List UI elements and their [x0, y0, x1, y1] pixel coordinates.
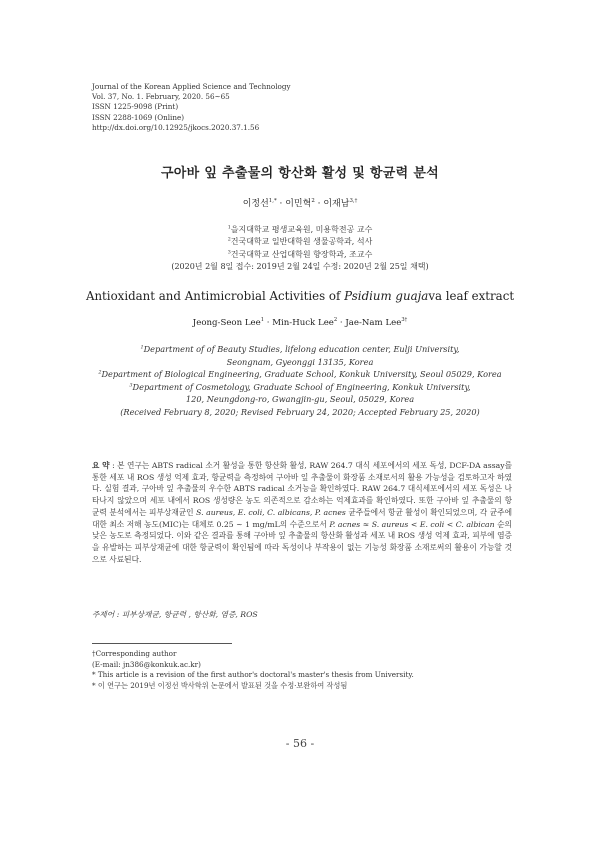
abstract-species: C. albican	[455, 519, 495, 529]
abstract-species: P. acnes	[329, 519, 361, 529]
title-en-species: Psidium guaja	[344, 289, 429, 303]
journal-name: Journal of the Korean Applied Science and Technology	[92, 82, 291, 91]
footnote-divider	[92, 643, 232, 644]
author-en-1-sup: 1	[260, 317, 265, 324]
abstract-label: 요 약	[92, 461, 110, 470]
title-english	[0, 289, 600, 303]
affiliation-text: 120, Neungdong-ro, Gwangjin-gu, Seoul, 05029, Korea	[185, 394, 415, 405]
affiliations-english	[0, 343, 600, 419]
affiliation-text: Seongnam, Gyeonggi 13135, Korea	[226, 356, 374, 367]
affiliation-sup: 3	[129, 382, 133, 389]
page-number: - 56 -	[285, 737, 315, 750]
abstract-species: E. coli	[419, 519, 445, 529]
abstract-text: <	[408, 519, 420, 529]
abstract-species: S. aureus	[371, 519, 409, 529]
affiliation-ko-3	[0, 249, 600, 261]
journal-header	[92, 82, 291, 133]
affiliation-ko-1	[0, 224, 600, 236]
author-email[interactable]: (E-mail: jn386@konkuk.ac.kr)	[92, 659, 201, 669]
affiliation-text: Department of Biological Engineering, Graduate School, Konkuk University, Seoul 05029, Korea	[101, 369, 502, 380]
author-separator: ·	[264, 318, 273, 328]
abstract-text: 순의 낮은 농도로 측정되었다. 이와 같은 결과를 통해 구아바 잎 추출물의 항산화 활성과 세포 내 ROS 생성 억제 효과, 피부에 염증을 유발하는 피부상재균에 대한 항균력이 확인됨에 따라 독성이나 부작용이 없는 기능성 화장품 소재로써의 활용이 가능할 것으로 사료된다.	[92, 519, 512, 564]
doi-link[interactable]: http://dx.doi.org/10.12925/jkocs.2020.37.1.56	[92, 122, 260, 132]
abstract-species: S. aureus, E. coli, C. albicans, P. acnes	[196, 507, 346, 517]
author-ko-3-sup: 3,†	[349, 198, 358, 204]
authors-english	[0, 318, 600, 328]
author-en-3: Jae-Nam Lee	[345, 318, 402, 328]
title-korean: 구아바 잎 추출물의 항산화 활성 및 항균력 분석	[160, 166, 440, 181]
affiliation-text: 건국대학교 일반대학원 생물공학과, 석사	[230, 237, 373, 247]
affiliation-sup: 2	[98, 369, 102, 376]
affiliation-en-line	[0, 356, 600, 369]
affiliation-text: (Received February 8, 2020; Revised February 24, 2020; Accepted February 25, 2020)	[120, 406, 480, 417]
author-ko-1: 이정선	[242, 199, 269, 209]
affiliation-sup: 1	[227, 225, 231, 231]
dates-english	[0, 406, 600, 419]
author-separator: ·	[337, 318, 346, 328]
thesis-note-en: * This article is a revision of the first author's doctoral's master's thesis from University.	[92, 670, 414, 680]
affiliation-text: 건국대학교 산업대학원 향장학과, 조교수	[230, 249, 373, 259]
affiliation-en-line	[0, 393, 600, 406]
issn-print: ISSN 1225-9098 (Print)	[92, 102, 179, 112]
footnotes	[92, 649, 414, 691]
title-en-part: va leaf extract	[428, 289, 515, 303]
affiliation-en-line	[0, 343, 600, 356]
affiliation-sup: 3	[227, 250, 231, 256]
affiliation-en-line	[0, 381, 600, 394]
affiliations-korean	[0, 224, 600, 274]
corresponding-author: †Corresponding author	[92, 649, 177, 658]
journal-volume: Vol. 37, No. 1. February, 2020. 56~65	[92, 92, 230, 102]
abstract-text: <	[444, 519, 456, 529]
author-separator: ·	[276, 199, 286, 209]
author-ko-1-sup: 1,*	[268, 198, 277, 204]
author-en-1: Jeong-Seon Lee	[192, 318, 261, 328]
affiliation-text: 을지대학교 평생교육원, 미용학전공 교수	[230, 225, 373, 234]
abstract-text: ≈	[360, 519, 372, 529]
title-en-part: Antioxidant and Antimicrobial Activities of	[85, 289, 345, 303]
author-ko-3: 이재남	[323, 199, 350, 209]
author-ko-2: 이민혁	[285, 199, 312, 209]
affiliation-text: Department of of Beauty Studies, lifelong education center, Eulji University,	[143, 344, 460, 354]
dates-korean: (2020년 2월 8일 접수: 2019년 2월 24일 수정: 2020년 2월 25일 채택)	[171, 262, 429, 272]
author-en-2: Min-Huck Lee	[272, 318, 334, 328]
affiliation-en-line	[0, 368, 600, 381]
abstract-text: : 본 연구는 ABTS radical 소거 활성을 통한 항산화 활성, RAW 264.7 대식 세포에서의 세포 독성, DCF-DA assay를 통한 세포 내 ROS 생성 억제 효과, 항균력을 측정하여 구아바 잎 추출물이 화장품 소재로서의 활용 가능성을 검토하고자 하였다. 실험 결과, 구아바 잎 추출물의 우수한 ABTS radical 소거능을 확인하였다. RAW 264.7 대식세포에서의 세포 독성은 나타나지 않았으며 세포 내에서 ROS 생성량은 농도 의존적으로 감소하는 억제효과를 확인하였다. 또한 구아바 잎 추출물의 항균력 분석에서는 피부상재균인	[92, 461, 512, 517]
author-separator: ·	[314, 199, 324, 209]
abstract	[92, 460, 512, 565]
affiliation-ko-2	[0, 236, 600, 248]
thesis-note-ko: * 이 연구는 2019년 이정선 박사학위 논문에서 발표된 것을 수정·보완하여 작성됨	[92, 680, 348, 690]
affiliation-text: Department of Cosmetology, Graduate School of Engineering, Konkuk University,	[132, 381, 471, 392]
author-en-3-sup: 3†	[401, 317, 408, 324]
author-en-2-sup: 2	[333, 317, 338, 324]
abstract-text: 균주들에서 항균 활성이 확인되었으며, 각 균주에 대한 최소 저해 농도(MIC)는 대체로 0.25 ~ 1 mg/mL의 수준으로서	[92, 507, 512, 529]
keywords: 주제어 : 피부상재균, 항균력 , 항산화, 염증, ROS	[92, 610, 258, 619]
affiliation-sup: 1	[140, 344, 144, 351]
issn-online: ISSN 2288-1069 (Online)	[92, 112, 185, 122]
affiliation-sup: 2	[227, 237, 231, 243]
authors-korean	[0, 196, 600, 209]
author-ko-2-sup: 2	[311, 198, 315, 204]
